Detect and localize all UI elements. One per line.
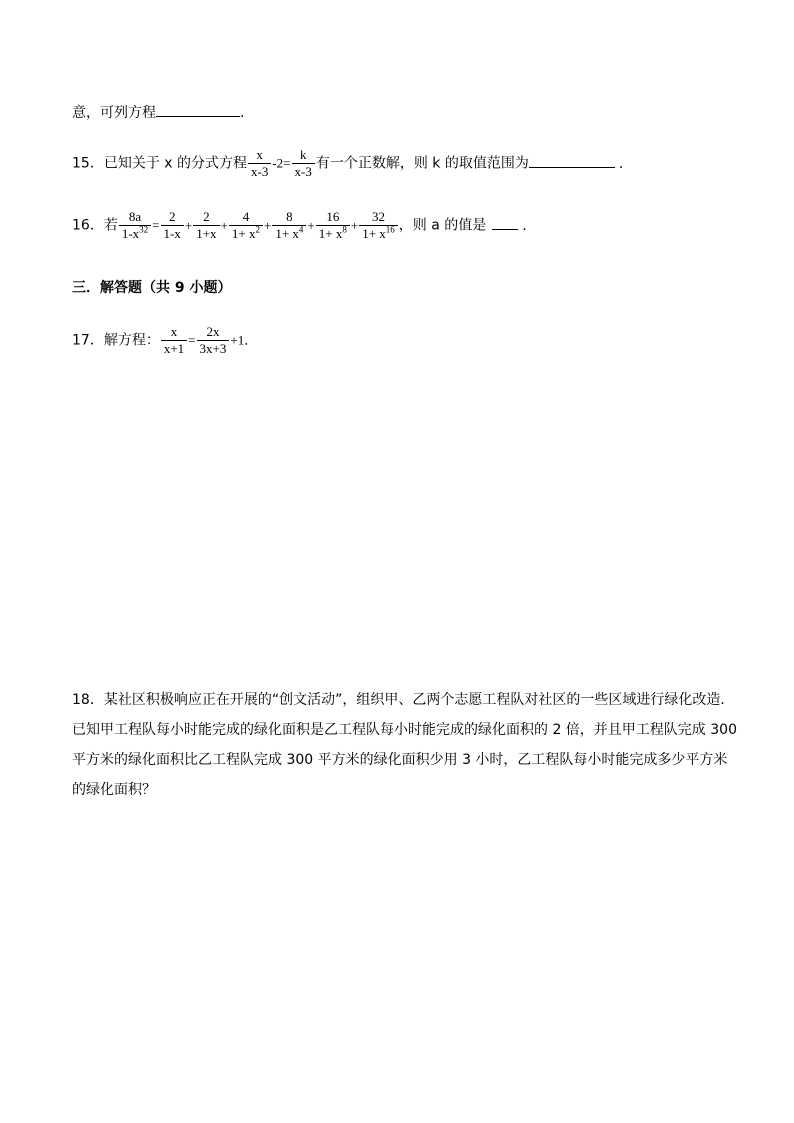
- exponent: 32: [139, 224, 149, 235]
- numerator: 8: [286, 209, 293, 224]
- exponent: 16: [385, 224, 395, 235]
- rhs-terms: [160, 209, 399, 241]
- fraction-term: [316, 210, 350, 241]
- denominator: [316, 225, 350, 241]
- denominator: [359, 225, 398, 241]
- operator: -2=: [272, 155, 291, 171]
- period: .: [522, 217, 527, 234]
- question-15: [72, 148, 623, 179]
- numerator: x: [170, 324, 178, 339]
- fraction-k-over-x-minus-3: [292, 148, 315, 179]
- exponent: 8: [342, 224, 347, 235]
- denominator-base: 1+ x: [275, 226, 299, 241]
- numerator: 2: [168, 209, 176, 224]
- numerator: k: [299, 147, 307, 162]
- question-text: 有一个正数解，则 k 的取值范围为: [315, 155, 529, 172]
- denominator: [193, 225, 219, 241]
- denominator: [272, 225, 306, 241]
- denominator-base: 1+ x: [318, 226, 343, 241]
- answer-blank[interactable]: [529, 153, 615, 168]
- plus-sign: +: [220, 217, 228, 233]
- equals-sign: =: [188, 332, 196, 348]
- fraction-term: [359, 210, 398, 241]
- denominator: [161, 225, 184, 241]
- numerator: 2: [203, 209, 210, 224]
- numerator: 32: [372, 209, 385, 224]
- plus-sign: +: [307, 217, 315, 233]
- fraction-2x-over-3x-plus-3: [197, 325, 230, 356]
- question-14-tail: [72, 102, 244, 123]
- denominator-base: 1-x: [163, 226, 181, 241]
- denominator: [229, 225, 263, 241]
- denominator: [119, 225, 151, 241]
- numerator: 2x: [206, 324, 220, 339]
- numerator: 4: [242, 209, 250, 224]
- period: .: [618, 155, 624, 172]
- fraction-term: [161, 210, 184, 241]
- denominator-base: 1+ x: [231, 226, 256, 241]
- denominator-base: 1+ x: [362, 226, 386, 241]
- denominator: x+1: [161, 340, 187, 356]
- fraction-x-over-x-minus-3: [248, 148, 271, 179]
- numerator: 8a: [128, 209, 142, 224]
- question-text: 意，可列方程: [72, 105, 156, 121]
- section-heading: 三．解答题（共 9 小题）: [72, 280, 232, 296]
- question-16: [72, 210, 527, 241]
- numerator: x: [256, 147, 263, 162]
- exponent: 4: [298, 224, 304, 235]
- denominator: x-3: [292, 163, 315, 179]
- fraction-term: [193, 210, 219, 241]
- plus-sign: +: [263, 217, 272, 233]
- fraction-x-over-x-plus-1: [161, 325, 187, 356]
- plus-sign: +: [184, 217, 193, 233]
- fraction-term: [272, 210, 306, 241]
- period: .: [240, 105, 245, 121]
- question-text: 15．已知关于 x 的分式方程: [72, 155, 247, 172]
- denominator-base: 1+x: [196, 226, 217, 241]
- equals-sign: =: [152, 217, 160, 233]
- fraction-term: [229, 210, 263, 241]
- plus-sign: +: [350, 217, 359, 233]
- fraction-lhs: [119, 210, 151, 241]
- equation-tail: +1．: [230, 332, 258, 348]
- answer-blank[interactable]: [156, 102, 240, 117]
- numerator: 16: [326, 209, 340, 224]
- question-18: 18．某社区积极响应正在开展的“创文活动”，组织甲、乙两个志愿工程队对社区的一些区域进行绿化改造．已知甲工程队每小时能完成的绿化面积是乙工程队每小时能完成的绿化面积的 2 倍，并且甲工程队完成 300 平方米的绿化面积比乙工程队完成 300 平方米的绿化面积少用 3 小时，乙工程队每小时能完成多少平方米的绿化面积？: [72, 692, 737, 798]
- question-text: 17．解方程：: [72, 332, 160, 349]
- denominator-base: 1-x: [121, 226, 140, 241]
- question-text: 16．若: [72, 217, 118, 234]
- question-17: [72, 325, 257, 356]
- answer-blank[interactable]: [492, 215, 518, 230]
- exponent: 2: [255, 224, 260, 235]
- question-text: ，则 a 的值是: [398, 217, 487, 234]
- denominator: 3x+3: [197, 340, 230, 356]
- denominator: x-3: [248, 163, 271, 179]
